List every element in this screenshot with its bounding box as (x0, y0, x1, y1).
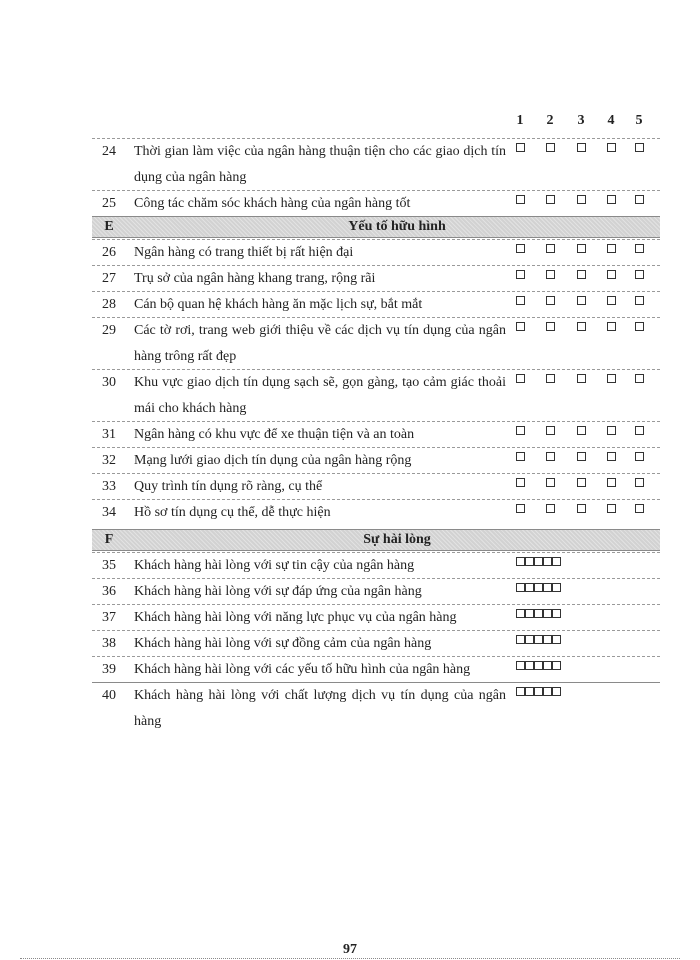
row-number: 26 (102, 245, 116, 260)
rating-checkbox-2[interactable] (546, 504, 555, 513)
scale-1: 1 (516, 113, 524, 128)
row-number: 40 (102, 688, 116, 703)
rating-checkbox-1[interactable] (516, 195, 525, 204)
table-row (92, 656, 660, 683)
row-statement: Khách hàng hài lòng với sự đáp ứng của ngân hàng (134, 584, 422, 599)
row-statement: Khu vực giao dịch tín dụng sạch sẽ, gọn gàng, tạo cảm giác thoải mái cho khách hàng (134, 375, 506, 416)
table-row (92, 369, 660, 422)
rating-checkbox-5[interactable] (552, 661, 561, 670)
row-statement: Cán bộ quan hệ khách hàng ăn mặc lịch sự, bắt mắt (134, 297, 423, 312)
rating-checkbox-3[interactable] (534, 687, 543, 696)
row-number: 36 (102, 584, 116, 599)
scale-4: 4 (607, 113, 615, 128)
row-statement: Mạng lưới giao dịch tín dụng của ngân hàng rộng (134, 453, 412, 468)
rating-boxes (92, 270, 660, 282)
rating-checkbox-1[interactable] (516, 244, 525, 253)
table-row (92, 604, 660, 631)
rating-boxes (92, 687, 660, 699)
rating-checkbox-2[interactable] (525, 609, 534, 618)
rating-boxes (92, 322, 660, 334)
table-row (92, 552, 660, 579)
rating-checkbox-5[interactable] (635, 374, 644, 383)
scale-2: 2 (546, 113, 554, 128)
table-row (92, 317, 660, 370)
rating-checkbox-5[interactable] (635, 143, 644, 152)
table-row (92, 682, 660, 735)
rating-boxes (92, 426, 660, 438)
rating-checkbox-2[interactable] (546, 244, 555, 253)
rating-boxes (92, 143, 660, 155)
rating-checkbox-1[interactable] (516, 452, 525, 461)
rating-checkbox-5[interactable] (635, 322, 644, 331)
rating-checkbox-5[interactable] (635, 478, 644, 487)
row-number: 24 (102, 144, 116, 159)
rating-checkbox-2[interactable] (525, 661, 534, 670)
rating-checkbox-1[interactable] (516, 374, 525, 383)
rating-checkbox-4[interactable] (543, 583, 552, 592)
rating-checkbox-2[interactable] (546, 270, 555, 279)
rating-checkbox-1[interactable] (516, 143, 525, 152)
rating-checkbox-4[interactable] (543, 557, 552, 566)
row-statement: Khách hàng hài lòng với năng lực phục vụ của ngân hàng (134, 610, 457, 625)
rating-checkbox-3[interactable] (577, 322, 586, 331)
page-number: 97 (343, 942, 357, 957)
row-number: 31 (102, 427, 116, 442)
rating-checkbox-1[interactable] (516, 557, 525, 566)
rating-checkbox-4[interactable] (607, 374, 616, 383)
rating-checkbox-3[interactable] (577, 143, 586, 152)
table-row (92, 630, 660, 657)
rating-boxes (92, 583, 660, 595)
rating-checkbox-5[interactable] (635, 426, 644, 435)
rating-checkbox-4[interactable] (607, 478, 616, 487)
rating-checkbox-3[interactable] (577, 296, 586, 305)
rating-checkbox-4[interactable] (607, 426, 616, 435)
rating-checkbox-4[interactable] (607, 296, 616, 305)
rating-checkbox-2[interactable] (525, 635, 534, 644)
rating-checkbox-5[interactable] (552, 635, 561, 644)
rating-checkbox-3[interactable] (577, 374, 586, 383)
rating-checkbox-1[interactable] (516, 270, 525, 279)
row-number: 30 (102, 375, 116, 390)
rating-boxes (92, 195, 660, 207)
rating-checkbox-3[interactable] (577, 244, 586, 253)
row-statement: Trụ sở của ngân hàng khang trang, rộng rãi (134, 271, 376, 286)
table-row (92, 447, 660, 474)
rating-boxes (92, 478, 660, 490)
section-letter: F (104, 532, 114, 547)
row-statement: Khách hàng hài lòng với sự tin cậy của ngân hàng (134, 558, 415, 573)
row-statement: Quy trình tín dụng rõ ràng, cụ thể (134, 479, 323, 494)
row-statement: Ngân hàng có khu vực để xe thuận tiện và an toàn (134, 427, 415, 442)
row-number: 33 (102, 479, 116, 494)
rating-checkbox-3[interactable] (577, 270, 586, 279)
table-row (92, 138, 660, 191)
section-title: Sự hài lòng (363, 532, 431, 547)
section-letter: E (104, 219, 114, 234)
rating-checkbox-3[interactable] (534, 609, 543, 618)
rating-checkbox-1[interactable] (516, 296, 525, 305)
rating-checkbox-1[interactable] (516, 322, 525, 331)
rating-checkbox-4[interactable] (607, 143, 616, 152)
rating-checkbox-5[interactable] (635, 195, 644, 204)
rating-checkbox-3[interactable] (534, 635, 543, 644)
rating-checkbox-4[interactable] (607, 322, 616, 331)
section-header-e (92, 216, 660, 238)
rating-checkbox-3[interactable] (577, 195, 586, 204)
rating-checkbox-3[interactable] (534, 661, 543, 670)
rating-boxes (92, 609, 660, 621)
rating-checkbox-4[interactable] (543, 635, 552, 644)
rating-checkbox-2[interactable] (546, 478, 555, 487)
scale-5: 5 (635, 113, 643, 128)
rating-boxes (92, 557, 660, 569)
footer-divider (20, 958, 680, 959)
rating-checkbox-2[interactable] (546, 195, 555, 204)
rating-boxes (92, 452, 660, 464)
rating-checkbox-1[interactable] (516, 609, 525, 618)
rating-checkbox-5[interactable] (552, 687, 561, 696)
rating-checkbox-2[interactable] (546, 452, 555, 461)
row-statement: Hồ sơ tín dụng cụ thể, dễ thực hiện (134, 505, 331, 520)
row-statement: Công tác chăm sóc khách hàng của ngân hàng tốt (134, 196, 411, 211)
rating-checkbox-4[interactable] (607, 270, 616, 279)
rating-checkbox-2[interactable] (546, 296, 555, 305)
rating-checkbox-2[interactable] (525, 583, 534, 592)
rating-checkbox-2[interactable] (546, 374, 555, 383)
rating-checkbox-4[interactable] (543, 687, 552, 696)
rating-checkbox-4[interactable] (543, 661, 552, 670)
row-number: 27 (102, 271, 116, 286)
row-statement: Ngân hàng có trang thiết bị rất hiện đại (134, 245, 354, 260)
row-statement: Thời gian làm việc của ngân hàng thuận tiện cho các giao dịch tín dụng của ngân hàng (134, 144, 506, 185)
rating-checkbox-1[interactable] (516, 635, 525, 644)
rating-checkbox-1[interactable] (516, 583, 525, 592)
table-row (92, 578, 660, 605)
rating-checkbox-5[interactable] (635, 504, 644, 513)
rating-checkbox-3[interactable] (577, 504, 586, 513)
rating-checkbox-1[interactable] (516, 687, 525, 696)
rating-checkbox-2[interactable] (525, 557, 534, 566)
rating-boxes (92, 661, 660, 673)
rating-checkbox-4[interactable] (543, 609, 552, 618)
row-statement: Khách hàng hài lòng với các yếu tố hữu hình của ngân hàng (134, 662, 471, 677)
rating-checkbox-2[interactable] (546, 426, 555, 435)
table-row (92, 239, 660, 266)
row-number: 29 (102, 323, 116, 338)
rating-checkbox-4[interactable] (607, 195, 616, 204)
row-number: 37 (102, 610, 116, 625)
rating-checkbox-3[interactable] (577, 478, 586, 487)
rating-boxes (92, 374, 660, 386)
rating-checkbox-5[interactable] (635, 270, 644, 279)
table-row (92, 421, 660, 448)
table-row (92, 499, 660, 526)
rating-boxes (92, 635, 660, 647)
rating-checkbox-1[interactable] (516, 478, 525, 487)
rating-checkbox-5[interactable] (635, 244, 644, 253)
row-number: 32 (102, 453, 116, 468)
rating-checkbox-4[interactable] (607, 504, 616, 513)
row-statement: Khách hàng hài lòng với sự đồng cảm của ngân hàng (134, 636, 432, 651)
row-number: 25 (102, 196, 116, 211)
row-statement: Khách hàng hài lòng với chất lượng dịch vụ tín dụng của ngân hàng (134, 688, 506, 729)
scale-3: 3 (577, 113, 585, 128)
rating-checkbox-3[interactable] (534, 557, 543, 566)
table-row (92, 473, 660, 500)
section-title: Yếu tố hữu hình (348, 219, 446, 234)
row-statement: Các tờ rơi, trang web giới thiệu về các dịch vụ tín dụng của ngân hàng trông rất đẹp (134, 323, 506, 364)
rating-checkbox-5[interactable] (552, 557, 561, 566)
table-row (92, 265, 660, 292)
rating-checkbox-2[interactable] (546, 322, 555, 331)
rating-checkbox-1[interactable] (516, 426, 525, 435)
row-number: 39 (102, 662, 116, 677)
rating-checkbox-5[interactable] (635, 452, 644, 461)
row-number: 35 (102, 558, 116, 573)
row-number: 28 (102, 297, 116, 312)
row-number: 34 (102, 505, 116, 520)
rating-checkbox-2[interactable] (546, 143, 555, 152)
table-row (92, 190, 660, 217)
rating-checkbox-1[interactable] (516, 661, 525, 670)
rating-boxes (92, 504, 660, 516)
scale-header (92, 113, 660, 133)
rating-checkbox-5[interactable] (552, 609, 561, 618)
rating-checkbox-3[interactable] (534, 583, 543, 592)
row-number: 38 (102, 636, 116, 651)
table-row (92, 291, 660, 318)
section-header-f (92, 529, 660, 551)
rating-checkbox-5[interactable] (635, 296, 644, 305)
rating-checkbox-2[interactable] (525, 687, 534, 696)
rating-checkbox-4[interactable] (607, 244, 616, 253)
rating-boxes (92, 244, 660, 256)
rating-checkbox-1[interactable] (516, 504, 525, 513)
rating-boxes (92, 296, 660, 308)
rating-checkbox-3[interactable] (577, 452, 586, 461)
rating-checkbox-3[interactable] (577, 426, 586, 435)
rating-checkbox-4[interactable] (607, 452, 616, 461)
rating-checkbox-5[interactable] (552, 583, 561, 592)
